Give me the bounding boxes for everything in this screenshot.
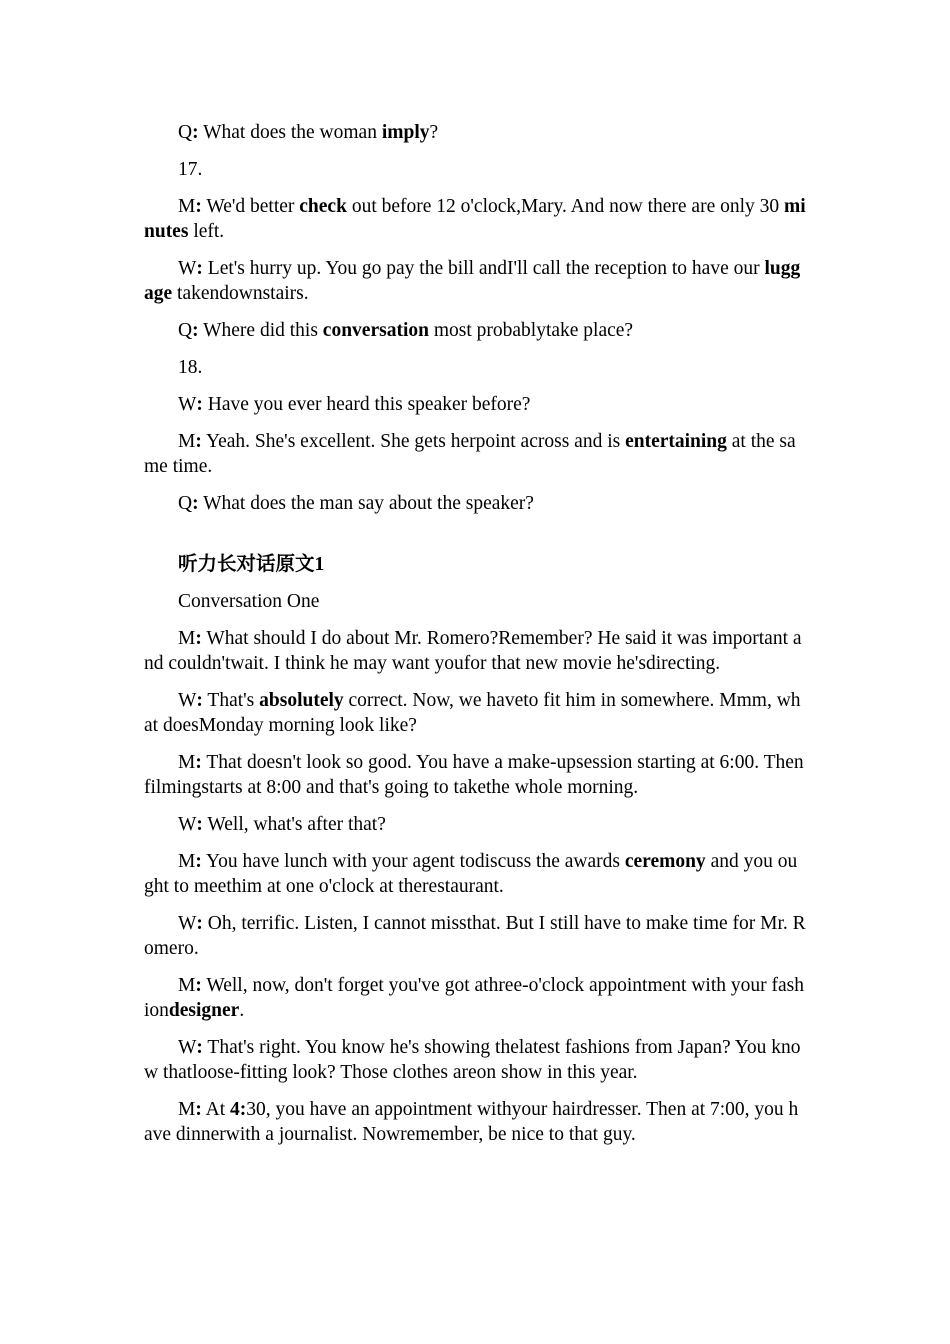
text-run: M xyxy=(178,851,196,872)
text-run: most probablytake place? xyxy=(428,320,634,341)
section-gap xyxy=(144,528,806,552)
text-run: left. xyxy=(188,221,225,242)
text-run: Where did this xyxy=(198,320,323,341)
text-run: W xyxy=(178,1037,197,1058)
paragraph-c8 xyxy=(144,1035,806,1085)
text-run: M xyxy=(178,1099,196,1120)
bold-text: 1 xyxy=(314,554,325,575)
paragraph-c5 xyxy=(144,849,806,899)
paragraph-m18 xyxy=(144,429,806,479)
paragraph-c1 xyxy=(144,626,806,676)
text-run: Yeah. She's excellent. She gets herpoint across and is xyxy=(201,431,626,452)
paragraph-q16 xyxy=(144,120,806,145)
text-run: 17. xyxy=(178,159,203,180)
text-run: Oh, terrific. Listen, I cannot missthat. But I still have to make time for Mr. Romero. xyxy=(144,913,806,959)
text-run: What does the man say about the speaker? xyxy=(198,493,534,514)
bold-text: imply xyxy=(381,122,430,143)
bold-text: 4: xyxy=(230,1099,247,1120)
bold-text: designer xyxy=(168,1000,240,1021)
bold-text: check xyxy=(299,196,347,217)
paragraph-c3 xyxy=(144,750,806,800)
bold-text: : xyxy=(195,851,202,872)
bold-text: : xyxy=(195,196,202,217)
text-run: 30, you have an appointment withyour hairdresser. Then at 7:00, you have dinnerwith a journalist. Nowremember, be nice to that guy. xyxy=(144,1099,799,1145)
text-run: and you ought to meethim at one o'clock at therestaurant. xyxy=(144,851,798,897)
paragraph-c6 xyxy=(144,911,806,961)
bold-text: : xyxy=(195,752,202,773)
text-run: W xyxy=(178,913,197,934)
text-run: Well, what's after that? xyxy=(202,814,386,835)
bold-text: : xyxy=(192,493,199,514)
bold-text: 听力长对话原文 xyxy=(178,554,315,575)
bold-text: : xyxy=(192,122,199,143)
paragraph-n18 xyxy=(144,355,806,380)
bold-text: : xyxy=(195,628,202,649)
text-run: Let's hurry up. You go pay the bill andI'll call the reception to have our xyxy=(202,258,765,279)
text-run: takendownstairs. xyxy=(172,283,309,304)
bold-text: : xyxy=(195,1099,202,1120)
text-run: Well, now, don't forget you've got athree-o'clock appointment with your fashion xyxy=(144,975,804,1021)
bold-text: : xyxy=(196,690,203,711)
text-run: Have you ever heard this speaker before? xyxy=(202,394,531,415)
text-run: Conversation One xyxy=(178,591,320,612)
section-heading xyxy=(144,552,806,577)
bold-text: minutes xyxy=(144,196,806,242)
paragraph-q18 xyxy=(144,491,806,516)
bold-text: : xyxy=(195,431,202,452)
text-run: M xyxy=(178,975,196,996)
text-run: M xyxy=(178,196,196,217)
text-run: . xyxy=(239,1000,245,1021)
text-run: at the same time. xyxy=(144,431,796,477)
bold-text: entertaining xyxy=(625,431,727,452)
text-run: correct. Now, we haveto fit him in somewhere. Mmm, what doesMonday morning look like? xyxy=(144,690,801,736)
text-run: W xyxy=(178,690,197,711)
text-run: What should I do about Mr. Romero?Remember? He said it was important and couldn'twait. I think he may want youfor that new movie he'sdirecting. xyxy=(144,628,802,674)
paragraph-n17 xyxy=(144,157,806,182)
bold-text: ceremony xyxy=(624,851,706,872)
text-run: W xyxy=(178,394,197,415)
text-run: That's right. You know he's showing thelatest fashions from Japan? You know thatloose-fitting look? Those clothes areon show in this year. xyxy=(144,1037,801,1083)
text-run: Q xyxy=(178,122,193,143)
text-run: M xyxy=(178,628,196,649)
paragraph-c4 xyxy=(144,812,806,837)
bold-text: absolutely xyxy=(259,690,344,711)
paragraph-c2 xyxy=(144,688,806,738)
text-run: M xyxy=(178,752,196,773)
text-run: At xyxy=(201,1099,231,1120)
document-page xyxy=(144,120,806,1159)
text-run: W xyxy=(178,814,197,835)
bold-text: : xyxy=(196,258,203,279)
text-run: Q xyxy=(178,493,193,514)
bold-text: luggage xyxy=(144,258,801,304)
bold-text: : xyxy=(196,394,203,415)
paragraph-c7 xyxy=(144,973,806,1023)
bold-text: : xyxy=(196,814,203,835)
bold-text: : xyxy=(192,320,199,341)
bold-text: : xyxy=(196,1037,203,1058)
text-run: That doesn't look so good. You have a make-upsession starting at 6:00. Then filmingstarts at 8:00 and that's going to takethe whole morning. xyxy=(144,752,804,798)
text-run: What does the woman xyxy=(198,122,382,143)
bold-text: conversation xyxy=(322,320,429,341)
text-run: You have lunch with your agent todiscuss the awards xyxy=(201,851,625,872)
text-run: M xyxy=(178,431,196,452)
text-run: That's xyxy=(202,690,260,711)
paragraph-c9 xyxy=(144,1097,806,1147)
text-run: out before 12 o'clock,Mary. And now there are only 30 xyxy=(346,196,785,217)
paragraph-conv1 xyxy=(144,589,806,614)
text-run: W xyxy=(178,258,197,279)
paragraph-m17 xyxy=(144,194,806,244)
text-run: ? xyxy=(429,122,439,143)
bold-text: : xyxy=(196,913,203,934)
text-run: Q xyxy=(178,320,193,341)
text-run: We'd better xyxy=(201,196,300,217)
paragraph-w17 xyxy=(144,256,806,306)
paragraph-q17 xyxy=(144,318,806,343)
text-run: 18. xyxy=(178,357,203,378)
bold-text: : xyxy=(195,975,202,996)
paragraph-w18 xyxy=(144,392,806,417)
